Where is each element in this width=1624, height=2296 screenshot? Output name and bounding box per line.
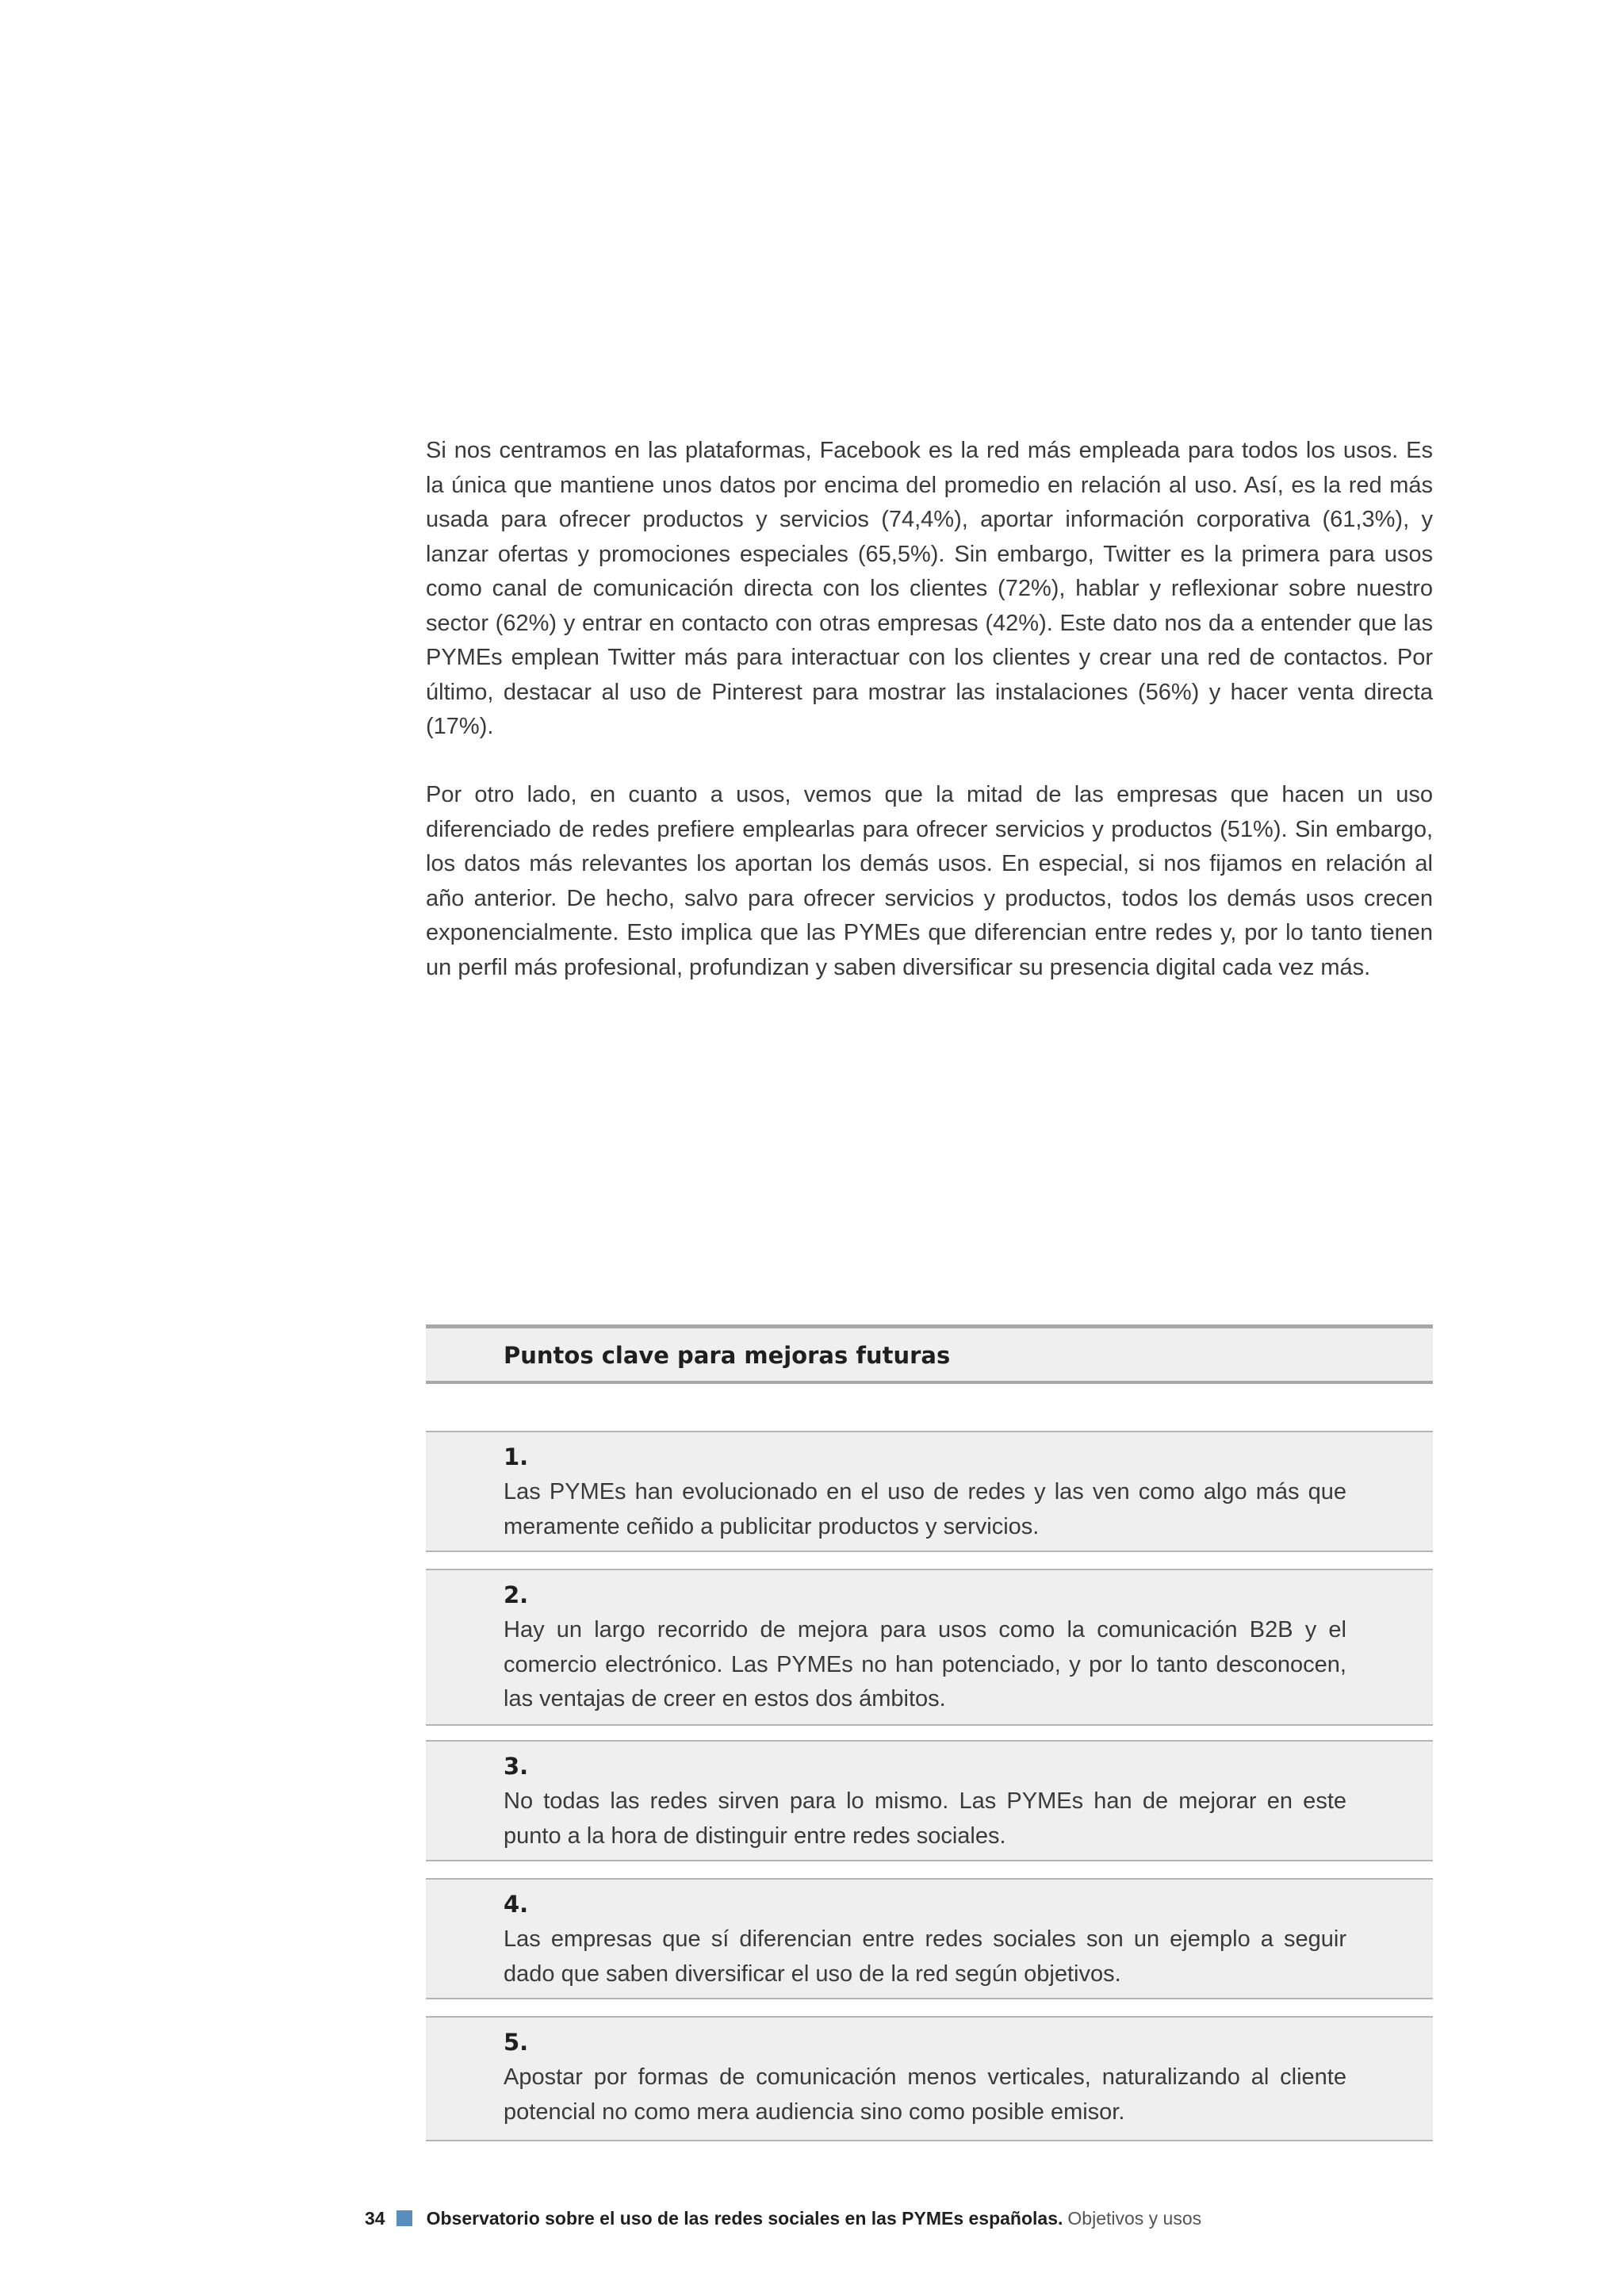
key-point-text: Hay un largo recorrido de mejora para usos como la comunicación B2B y el comercio electrónico. Las PYMEs no han potenciado, y por lo tanto desconocen, las ventajas de creer en estos dos ámbitos.: [504, 1617, 1346, 1711]
key-point-item: [426, 2016, 1433, 2141]
body-paragraph-platforms: Si nos centramos en las plataformas, Facebook es la red más empleada para todos los usos. Es la única que mantiene unos datos por encima del promedio en relación al uso. Así, es la red más usada para ofrecer productos y servicios (74,4%), aportar información corporativa (61,3%), y lanzar ofertas y promociones especiales (65,5%). Sin embargo, Twitter es la primera para usos como canal de comunicación directa con los clientes (72%), hablar y reflexionar sobre nuestro sector (62%) y entrar en contacto con otras empresas (42%). Este dato nos da a entender que las PYMEs emplean Twitter más para interactuar con los clientes y crear una red de contactos. Por último, destacar al uso de Pinterest para mostrar las instalaciones (56%) y hacer venta directa (17%).: [426, 438, 1433, 739]
page-footer: [365, 2202, 1201, 2234]
key-point-item: [426, 1740, 1433, 1861]
key-point-number: 5.: [504, 2029, 529, 2056]
key-point-item: [426, 1431, 1433, 1552]
key-point-item: [426, 1878, 1433, 1999]
key-point-text: No todas las redes sirven para lo mismo. Las PYMEs han de mejorar en este punto a la hora de distinguir entre redes sociales.: [504, 1788, 1346, 1849]
key-point-text: Apostar por formas de comunicación menos verticales, naturalizando al cliente potencial no como mera audiencia sino como posible emisor.: [504, 2064, 1346, 2125]
key-point-text: Las PYMEs han evolucionado en el uso de redes y las ven como algo más que meramente ceñido a publicitar productos y servicios.: [504, 1479, 1346, 1539]
key-points-box: [426, 1324, 1433, 2125]
square-marker-icon: [396, 2210, 412, 2226]
key-point-number: 3.: [504, 1753, 529, 1780]
key-point-text: Las empresas que sí diferencian entre redes sociales son un ejemplo a seguir dado que saben diversificar el uso de la red según objetivos.: [504, 1926, 1346, 1987]
key-point-number: 4.: [504, 1891, 529, 1918]
section-name: Objetivos y usos: [1067, 2207, 1202, 2229]
key-point-number: 2.: [504, 1581, 529, 1608]
key-point-item: [426, 1569, 1433, 1726]
publication-title: Observatorio sobre el uso de las redes sociales en las PYMEs españolas.: [426, 2207, 1063, 2229]
key-points-title: Puntos clave para mejoras futuras: [504, 1342, 951, 1369]
key-point-number: 1.: [504, 1443, 529, 1470]
key-points-header: [426, 1324, 1433, 1384]
page-number: 34: [365, 2207, 385, 2229]
body-paragraph-uses: Por otro lado, en cuanto a usos, vemos que la mitad de las empresas que hacen un uso diferenciado de redes prefiere emplearlas para ofrecer servicios y productos (51%). Sin embargo, los datos más relevantes los aportan los demás usos. En especial, si nos fijamos en relación al año anterior. De hecho, salvo para ofrecer servicios y productos, todos los demás usos crecen exponencialmente. Esto implica que las PYMEs que diferencian entre redes y, por lo tanto tienen un perfil más profesional, profundizan y saben diversificar su presencia digital cada vez más.: [426, 782, 1433, 980]
